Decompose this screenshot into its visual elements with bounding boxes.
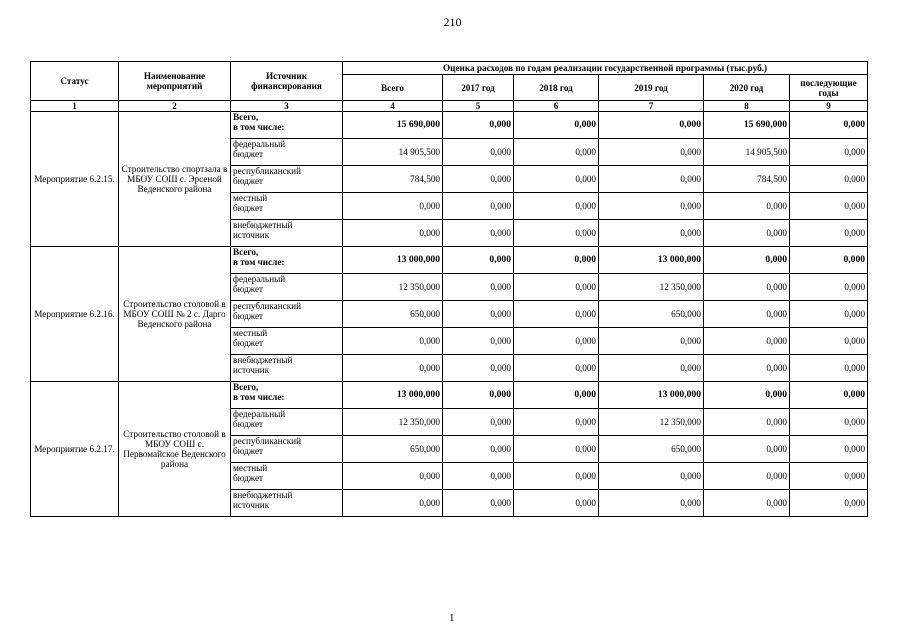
funding-source-line: внебюджетный: [233, 355, 293, 365]
amount-cell: 0,000: [599, 112, 704, 139]
event-name-cell: Строительство столовой в МБОУ СОШ № 2 с. Дарго Веденского района: [119, 247, 231, 382]
funding-source-cell: [231, 220, 343, 247]
funding-source-line: Всего,: [233, 247, 259, 257]
amount-cell: 13 000,000: [343, 382, 443, 409]
column-number: 6: [514, 101, 599, 112]
amount-cell: 0,000: [790, 193, 868, 220]
amount-cell: 0,000: [704, 328, 790, 355]
column-number-row: [31, 101, 868, 112]
amount-cell: 0,000: [514, 220, 599, 247]
funding-source-line: Всего,: [233, 382, 259, 392]
funding-source-line: республиканский: [233, 436, 302, 446]
amount-cell: 0,000: [343, 490, 443, 517]
amount-cell: 14 905,500: [343, 139, 443, 166]
amount-cell: 0,000: [704, 382, 790, 409]
amount-cell: 0,000: [704, 490, 790, 517]
funding-source-line: в том числе:: [233, 122, 285, 132]
amount-cell: 0,000: [599, 463, 704, 490]
column-number: 5: [443, 101, 514, 112]
amount-cell: 0,000: [443, 409, 514, 436]
header-source: Источник финансирования: [231, 62, 343, 101]
amount-cell: 0,000: [599, 355, 704, 382]
footer-mark: 1: [449, 612, 455, 624]
header-year-total: Всего: [343, 75, 443, 101]
amount-cell: 0,000: [599, 490, 704, 517]
funding-source-line: внебюджетный: [233, 220, 293, 230]
column-number: 4: [343, 101, 443, 112]
funding-source-cell: [231, 490, 343, 517]
amount-cell: 0,000: [790, 463, 868, 490]
funding-source-line: бюджет: [233, 473, 264, 483]
amount-cell: 650,000: [343, 301, 443, 328]
funding-source-line: бюджет: [233, 203, 264, 213]
amount-cell: 0,000: [514, 355, 599, 382]
funding-source-line: Всего,: [233, 112, 259, 122]
column-number: 9: [790, 101, 868, 112]
amount-cell: 0,000: [443, 355, 514, 382]
header-year-2018: 2018 год: [514, 75, 599, 101]
amount-cell: 0,000: [443, 328, 514, 355]
amount-cell: 650,000: [599, 436, 704, 463]
amount-cell: 0,000: [599, 139, 704, 166]
amount-cell: 0,000: [443, 220, 514, 247]
amount-cell: 13 000,000: [599, 247, 704, 274]
column-number: 1: [31, 101, 119, 112]
table-row-total: [31, 247, 868, 274]
funding-source-cell: [231, 436, 343, 463]
funding-source-line: республиканский: [233, 301, 302, 311]
column-number: 3: [231, 101, 343, 112]
amount-cell: 0,000: [443, 490, 514, 517]
amount-cell: 0,000: [443, 382, 514, 409]
amount-cell: 0,000: [343, 220, 443, 247]
amount-cell: 0,000: [514, 274, 599, 301]
amount-cell: 0,000: [704, 409, 790, 436]
column-number: 2: [119, 101, 231, 112]
amount-cell: 0,000: [443, 166, 514, 193]
amount-cell: 784,500: [704, 166, 790, 193]
amount-cell: 0,000: [343, 193, 443, 220]
funding-source-line: в том числе:: [233, 257, 285, 267]
amount-cell: 0,000: [790, 247, 868, 274]
funding-source-line: бюджет: [233, 176, 264, 186]
table-row-total: [31, 382, 868, 409]
funding-source-line: бюджет: [233, 338, 264, 348]
amount-cell: 0,000: [514, 112, 599, 139]
funding-source-cell: [231, 463, 343, 490]
header-year-2020: 2020 год: [704, 75, 790, 101]
amount-cell: 0,000: [443, 463, 514, 490]
amount-cell: 0,000: [514, 139, 599, 166]
funding-source-line: местный: [233, 193, 268, 203]
amount-cell: 0,000: [704, 436, 790, 463]
amount-cell: 0,000: [704, 247, 790, 274]
funding-source-cell: [231, 301, 343, 328]
funding-source-cell: [231, 328, 343, 355]
amount-cell: 0,000: [704, 274, 790, 301]
funding-source-cell: [231, 274, 343, 301]
amount-cell: 13 000,000: [343, 247, 443, 274]
amount-cell: 0,000: [599, 166, 704, 193]
page-number: 210: [443, 15, 462, 29]
amount-cell: 0,000: [343, 463, 443, 490]
amount-cell: 0,000: [343, 328, 443, 355]
status-cell: Мероприятие 6.2.15.: [31, 112, 119, 247]
amount-cell: 650,000: [599, 301, 704, 328]
funding-source-line: местный: [233, 328, 268, 338]
status-cell: Мероприятие 6.2.17.: [31, 382, 119, 517]
amount-cell: 0,000: [704, 355, 790, 382]
amount-cell: 0,000: [514, 409, 599, 436]
header-row-top: [31, 62, 868, 75]
amount-cell: 13 000,000: [599, 382, 704, 409]
event-name-cell: Строительство спортзала в МБОУ СОШ с. Эрсеной Веденского района: [119, 112, 231, 247]
amount-cell: 0,000: [443, 139, 514, 166]
header-year-2019: 2019 год: [599, 75, 704, 101]
event-name-cell: Строительство столовой в МБОУ СОШ с. Первомайское Веденского района: [119, 382, 231, 517]
funding-source-line: бюджет: [233, 149, 264, 159]
table-body: [31, 112, 868, 517]
header-year-later: последующие годы: [790, 75, 868, 101]
funding-source-cell: [231, 247, 343, 274]
amount-cell: 784,500: [343, 166, 443, 193]
amount-cell: 12 350,000: [599, 274, 704, 301]
amount-cell: 0,000: [790, 355, 868, 382]
amount-cell: 0,000: [443, 436, 514, 463]
funding-source-cell: [231, 355, 343, 382]
funding-source-line: федеральный: [233, 409, 286, 419]
amount-cell: 0,000: [790, 490, 868, 517]
amount-cell: 0,000: [514, 301, 599, 328]
column-number: 7: [599, 101, 704, 112]
amount-cell: 0,000: [443, 112, 514, 139]
header-year-2017: 2017 год: [443, 75, 514, 101]
amount-cell: 650,000: [343, 436, 443, 463]
funding-source-line: бюджет: [233, 419, 264, 429]
funding-source-cell: [231, 139, 343, 166]
funding-source-line: источник: [233, 500, 270, 510]
column-number: 8: [704, 101, 790, 112]
amount-cell: 0,000: [443, 274, 514, 301]
funding-source-line: внебюджетный: [233, 490, 293, 500]
amount-cell: 0,000: [514, 166, 599, 193]
funding-source-line: местный: [233, 463, 268, 473]
amount-cell: 12 350,000: [343, 274, 443, 301]
funding-source-line: источник: [233, 365, 270, 375]
amount-cell: 0,000: [599, 193, 704, 220]
funding-source-line: республиканский: [233, 166, 302, 176]
header-status: Статус: [31, 62, 119, 101]
amount-cell: 0,000: [514, 463, 599, 490]
funding-source-cell: [231, 166, 343, 193]
budget-table: [30, 61, 868, 517]
amount-cell: 0,000: [790, 409, 868, 436]
amount-cell: 0,000: [790, 220, 868, 247]
amount-cell: 0,000: [704, 220, 790, 247]
amount-cell: 0,000: [514, 382, 599, 409]
amount-cell: 15 690,000: [704, 112, 790, 139]
amount-cell: 0,000: [790, 274, 868, 301]
funding-source-line: федеральный: [233, 274, 286, 284]
funding-source-cell: [231, 382, 343, 409]
amount-cell: 0,000: [599, 220, 704, 247]
header-estimate: Оценка расходов по годам реализации государственной программы (тыс.руб.): [343, 62, 868, 75]
amount-cell: 0,000: [443, 301, 514, 328]
amount-cell: 0,000: [790, 301, 868, 328]
amount-cell: 0,000: [790, 139, 868, 166]
amount-cell: 12 350,000: [599, 409, 704, 436]
amount-cell: 0,000: [790, 112, 868, 139]
funding-source-cell: [231, 409, 343, 436]
amount-cell: 0,000: [790, 436, 868, 463]
amount-cell: 0,000: [599, 328, 704, 355]
funding-source-line: бюджет: [233, 311, 264, 321]
amount-cell: 0,000: [514, 490, 599, 517]
amount-cell: 0,000: [514, 247, 599, 274]
amount-cell: 0,000: [443, 193, 514, 220]
amount-cell: 14 905,500: [704, 139, 790, 166]
amount-cell: 0,000: [704, 301, 790, 328]
funding-source-cell: [231, 193, 343, 220]
amount-cell: 15 690,000: [343, 112, 443, 139]
funding-source-line: федеральный: [233, 139, 286, 149]
amount-cell: 0,000: [514, 436, 599, 463]
amount-cell: 12 350,000: [343, 409, 443, 436]
funding-source-line: источник: [233, 230, 270, 240]
amount-cell: 0,000: [704, 463, 790, 490]
amount-cell: 0,000: [514, 328, 599, 355]
funding-source-line: бюджет: [233, 284, 264, 294]
status-cell: Мероприятие 6.2.16.: [31, 247, 119, 382]
funding-source-line: бюджет: [233, 446, 264, 456]
amount-cell: 0,000: [514, 193, 599, 220]
amount-cell: 0,000: [343, 355, 443, 382]
header-name: Наименование мероприятий: [119, 62, 231, 101]
funding-source-line: в том числе:: [233, 392, 285, 402]
amount-cell: 0,000: [790, 328, 868, 355]
amount-cell: 0,000: [443, 247, 514, 274]
amount-cell: 0,000: [704, 193, 790, 220]
funding-source-cell: [231, 112, 343, 139]
amount-cell: 0,000: [790, 166, 868, 193]
amount-cell: 0,000: [790, 382, 868, 409]
table-row-total: [31, 112, 868, 139]
